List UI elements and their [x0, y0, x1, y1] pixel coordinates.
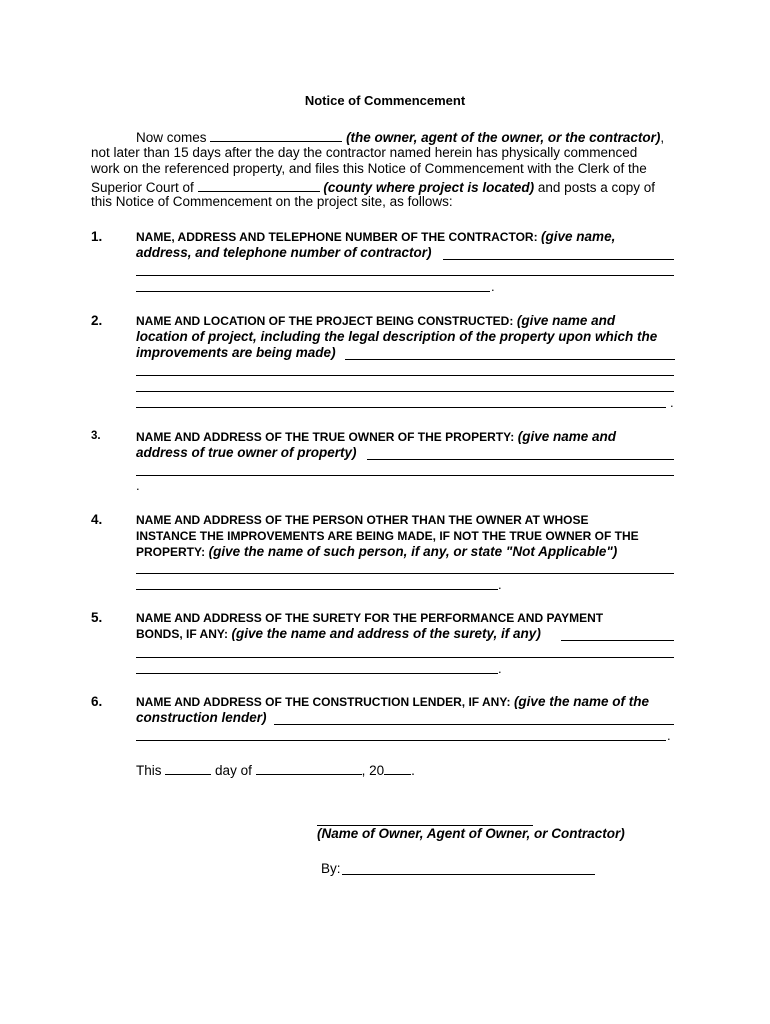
- item-5-heading-2: BONDS, IF ANY: (give the name and address of the surety, if any): [136, 626, 541, 641]
- intro-line-1: Now comes (the owner, agent of the owner, or the contractor),: [136, 130, 665, 145]
- item-2-blank-3[interactable]: [136, 391, 674, 392]
- county-blank[interactable]: [198, 178, 320, 192]
- item-2-blank-2[interactable]: [136, 375, 674, 376]
- item-5-blank-1[interactable]: [561, 640, 674, 641]
- item-2-number: 2.: [91, 313, 103, 328]
- item-6-heading-2: construction lender): [136, 710, 267, 725]
- item-4-blank-2[interactable]: [136, 589, 498, 590]
- item-4-heading: NAME AND ADDRESS OF THE PERSON OTHER THAN THE OWNER AT WHOSE: [136, 513, 589, 527]
- year-prefix: , 20: [361, 763, 385, 778]
- intro-line-5: this Notice of Commencement on the project site, as follows:: [91, 194, 453, 209]
- item-6-blank-2[interactable]: [136, 740, 666, 741]
- day-blank[interactable]: [165, 761, 211, 775]
- this-text: This: [136, 763, 162, 778]
- item-6-heading: NAME AND ADDRESS OF THE CONSTRUCTION LENDER, IF ANY: (give the name of the: [136, 694, 649, 709]
- item-2-heading: NAME AND LOCATION OF THE PROJECT BEING CONSTRUCTED: (give name and: [136, 313, 616, 328]
- posts-copy-text: and posts a copy of: [537, 180, 655, 195]
- item-6-number: 6.: [91, 694, 103, 709]
- item-4-heading-3: PROPERTY: (give the name of such person, if any, or state "Not Applicable"): [136, 544, 618, 559]
- by-signature-line[interactable]: [342, 874, 595, 875]
- item-1-number: 1.: [91, 229, 103, 244]
- owner-hint: (the owner, agent of the owner, or the contractor): [346, 130, 661, 145]
- item-3-blank-1[interactable]: [367, 459, 674, 460]
- item-4-blank-1[interactable]: [136, 573, 674, 574]
- owner-name-blank[interactable]: [210, 128, 342, 142]
- intro-line-3: work on the referenced property, and files this Notice of Commencement with the Clerk of the: [91, 161, 647, 176]
- item-1-blank-1[interactable]: [443, 259, 674, 260]
- item-2-blank-1[interactable]: [345, 359, 675, 360]
- page-title: Notice of Commencement: [304, 93, 466, 108]
- item-6-period: .: [667, 728, 671, 743]
- item-3-number: 3.: [91, 430, 101, 442]
- intro-line-2: not later than 15 days after the day the contractor named herein has physically commenced: [91, 145, 638, 160]
- day-of-text: day of: [215, 763, 252, 778]
- item-2-heading-3: improvements are being made): [136, 345, 336, 360]
- superior-court-text: Superior Court of: [91, 180, 194, 195]
- county-hint: (county where project is located): [323, 180, 535, 195]
- month-blank[interactable]: [256, 761, 362, 775]
- item-1-heading-2: address, and telephone number of contractor): [136, 245, 432, 260]
- by-label: By:: [321, 861, 341, 876]
- item-1-blank-2[interactable]: [136, 275, 674, 276]
- item-2-blank-4[interactable]: [136, 407, 666, 408]
- date-line: This day of , 20 .: [136, 763, 415, 778]
- item-3-heading: NAME AND ADDRESS OF THE TRUE OWNER OF THE PROPERTY: (give name and: [136, 429, 616, 444]
- item-4-heading-2: INSTANCE THE IMPROVEMENTS ARE BEING MADE, IF NOT THE TRUE OWNER OF THE: [136, 529, 639, 543]
- item-5-blank-3[interactable]: [136, 673, 498, 674]
- item-1-heading: NAME, ADDRESS AND TELEPHONE NUMBER OF THE CONTRACTOR: (give name,: [136, 229, 616, 244]
- item-1-period: .: [491, 279, 495, 294]
- item-4-number: 4.: [91, 512, 103, 527]
- year-blank[interactable]: [384, 761, 411, 775]
- item-3-blank-2[interactable]: [136, 475, 674, 476]
- signature-caption: (Name of Owner, Agent of Owner, or Contractor): [317, 826, 625, 841]
- item-5-number: 5.: [91, 610, 103, 625]
- item-5-period: .: [498, 661, 502, 676]
- item-3-period: .: [136, 478, 140, 493]
- item-6-blank-1[interactable]: [274, 724, 674, 725]
- item-4-period: .: [498, 577, 502, 592]
- item-3-heading-2: address of true owner of property): [136, 445, 357, 460]
- item-5-blank-2[interactable]: [136, 657, 674, 658]
- item-2-heading-2: location of project, including the legal description of the property upon which the: [136, 329, 658, 344]
- item-2-period: .: [670, 395, 674, 410]
- item-1-blank-3[interactable]: [136, 291, 490, 292]
- now-comes-text: Now comes: [136, 130, 207, 145]
- item-5-heading: NAME AND ADDRESS OF THE SURETY FOR THE PERFORMANCE AND PAYMENT: [136, 611, 604, 625]
